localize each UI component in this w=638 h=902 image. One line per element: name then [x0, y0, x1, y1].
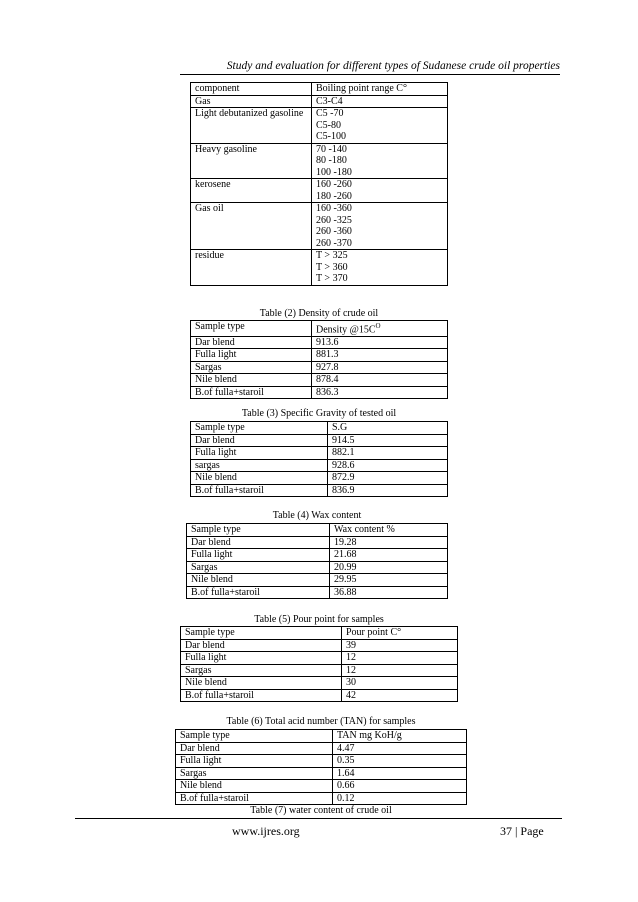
table-cell: Nile blend: [187, 574, 330, 587]
table4-caption: Table (4) Wax content: [272, 510, 362, 521]
table-row: [187, 549, 448, 562]
table-row: [191, 95, 448, 108]
table-row: [181, 639, 458, 652]
table-header-cell: component: [191, 83, 312, 96]
table-cell: residue: [191, 250, 312, 286]
table-header-cell: [312, 321, 448, 337]
table-row: [191, 374, 448, 387]
table-cell: 882.1: [328, 447, 448, 460]
table-cell: Dar blend: [181, 639, 342, 652]
table-row: [191, 386, 448, 399]
table-row: [181, 689, 458, 702]
table-row: [181, 664, 458, 677]
table-row: [187, 561, 448, 574]
table-cell: 927.8: [312, 361, 448, 374]
table-row: [176, 742, 467, 755]
table-header-cell: Sample type: [191, 422, 328, 435]
table-cell: 39: [342, 639, 458, 652]
table-cell: 872.9: [328, 472, 448, 485]
table-row: [191, 349, 448, 362]
table-header-cell: Sample type: [187, 524, 330, 537]
table-row: [191, 143, 448, 179]
wax-content-table: [186, 523, 448, 599]
table-row: [191, 484, 448, 497]
table-cell: 160 -360 260 -325 260 -360 260 -370: [312, 203, 448, 250]
table-header-cell: TAN mg KoH/g: [333, 730, 467, 743]
table-cell: 4.47: [333, 742, 467, 755]
table-row: [191, 250, 448, 286]
table-cell: Light debutanized gasoline: [191, 108, 312, 144]
table-cell: 0.66: [333, 780, 467, 793]
footer-divider: [75, 818, 562, 819]
table-header-cell: Wax content %: [330, 524, 448, 537]
table-cell: 12: [342, 652, 458, 665]
table-cell: Fulla light: [191, 447, 328, 460]
table-cell: Fulla light: [176, 755, 333, 768]
table-header-cell: Pour point C°: [342, 627, 458, 640]
table-cell: 160 -260 180 -260: [312, 179, 448, 203]
table-row: [187, 574, 448, 587]
table-cell: Nile blend: [191, 472, 328, 485]
table-cell: Fulla light: [187, 549, 330, 562]
table-row: [176, 755, 467, 768]
table-cell: 30: [342, 677, 458, 690]
table-cell: Dar blend: [191, 434, 328, 447]
table-header-cell: Sample type: [191, 321, 312, 337]
table-row: [191, 179, 448, 203]
table-cell: T > 325 T > 360 T > 370: [312, 250, 448, 286]
table-row: [191, 361, 448, 374]
table-cell: 42: [342, 689, 458, 702]
table-header-cell: Sample type: [181, 627, 342, 640]
table-cell: Gas: [191, 95, 312, 108]
table-row: [191, 447, 448, 460]
pour-point-table: [180, 626, 458, 702]
table-cell: Nile blend: [181, 677, 342, 690]
table-cell: 878.4: [312, 374, 448, 387]
table-cell: 12: [342, 664, 458, 677]
table3-caption: Table (3) Specific Gravity of tested oil: [241, 408, 397, 419]
table-cell: Fulla light: [181, 652, 342, 665]
table-row: [176, 792, 467, 805]
table-cell: Gas oil: [191, 203, 312, 250]
table-header-cell: S.G: [328, 422, 448, 435]
table-row: [176, 780, 467, 793]
table-header-cell: Sample type: [176, 730, 333, 743]
table-cell: Nile blend: [191, 374, 312, 387]
table-row: [191, 203, 448, 250]
table-cell: C3-C4: [312, 95, 448, 108]
table-cell: Dar blend: [176, 742, 333, 755]
table-cell: 36.88: [330, 586, 448, 599]
table-cell: 20.99: [330, 561, 448, 574]
specific-gravity-table: [190, 421, 448, 497]
density-table: [190, 320, 448, 399]
table-cell: Fulla light: [191, 349, 312, 362]
table-cell: 29.95: [330, 574, 448, 587]
table-cell: Sargas: [187, 561, 330, 574]
table-cell: Sargas: [191, 361, 312, 374]
running-header: Study and evaluation for different types of Sudanese crude oil properties: [180, 60, 560, 75]
table-cell: 836.3: [312, 386, 448, 399]
table-cell: 914.5: [328, 434, 448, 447]
table-cell: B.of fulla+staroil: [176, 792, 333, 805]
table-row: [176, 767, 467, 780]
table7-caption: Table (7) water content of crude oil: [250, 805, 392, 816]
table-row: [191, 434, 448, 447]
table-header-cell: Boiling point range C°: [312, 83, 448, 96]
table5-caption: Table (5) Pour point for samples: [254, 614, 384, 625]
table-cell: B.of fulla+staroil: [191, 386, 312, 399]
table-cell: kerosene: [191, 179, 312, 203]
density-header-label: Density @15C: [316, 324, 376, 336]
table-cell: 70 -140 80 -180 100 -180: [312, 143, 448, 179]
table-row: [187, 586, 448, 599]
table-cell: B.of fulla+staroil: [191, 484, 328, 497]
table-row: [191, 459, 448, 472]
table-cell: Nile blend: [176, 780, 333, 793]
table-cell: 928.6: [328, 459, 448, 472]
table-cell: 881.3: [312, 349, 448, 362]
table-row: [187, 536, 448, 549]
table-row: [191, 336, 448, 349]
table-cell: 836.9: [328, 484, 448, 497]
table-cell: 913.6: [312, 336, 448, 349]
table-cell: Sargas: [176, 767, 333, 780]
table-cell: Dar blend: [191, 336, 312, 349]
table-row: [181, 652, 458, 665]
table-cell: 1.64: [333, 767, 467, 780]
table-row: [181, 677, 458, 690]
density-header-superscript: O: [375, 322, 381, 330]
table6-caption: Table (6) Total acid number (TAN) for samples: [226, 716, 416, 727]
tan-table: [175, 729, 467, 805]
table-cell: Dar blend: [187, 536, 330, 549]
table-row: [191, 472, 448, 485]
table-cell: 19.28: [330, 536, 448, 549]
table-cell: 0.35: [333, 755, 467, 768]
table-cell: B.of fulla+staroil: [187, 586, 330, 599]
table-cell: C5 -70 C5-80 C5-100: [312, 108, 448, 144]
table-row: [191, 108, 448, 144]
footer-website: www.ijres.org: [232, 824, 300, 838]
boiling-point-table: [190, 82, 448, 286]
table2-caption: Table (2) Density of crude oil: [259, 308, 379, 319]
table-cell: sargas: [191, 459, 328, 472]
footer-page-number: 37 | Page: [500, 824, 544, 838]
table-cell: Sargas: [181, 664, 342, 677]
table-cell: Heavy gasoline: [191, 143, 312, 179]
table-cell: 0.12: [333, 792, 467, 805]
table-cell: 21.68: [330, 549, 448, 562]
table-cell: B.of fulla+staroil: [181, 689, 342, 702]
